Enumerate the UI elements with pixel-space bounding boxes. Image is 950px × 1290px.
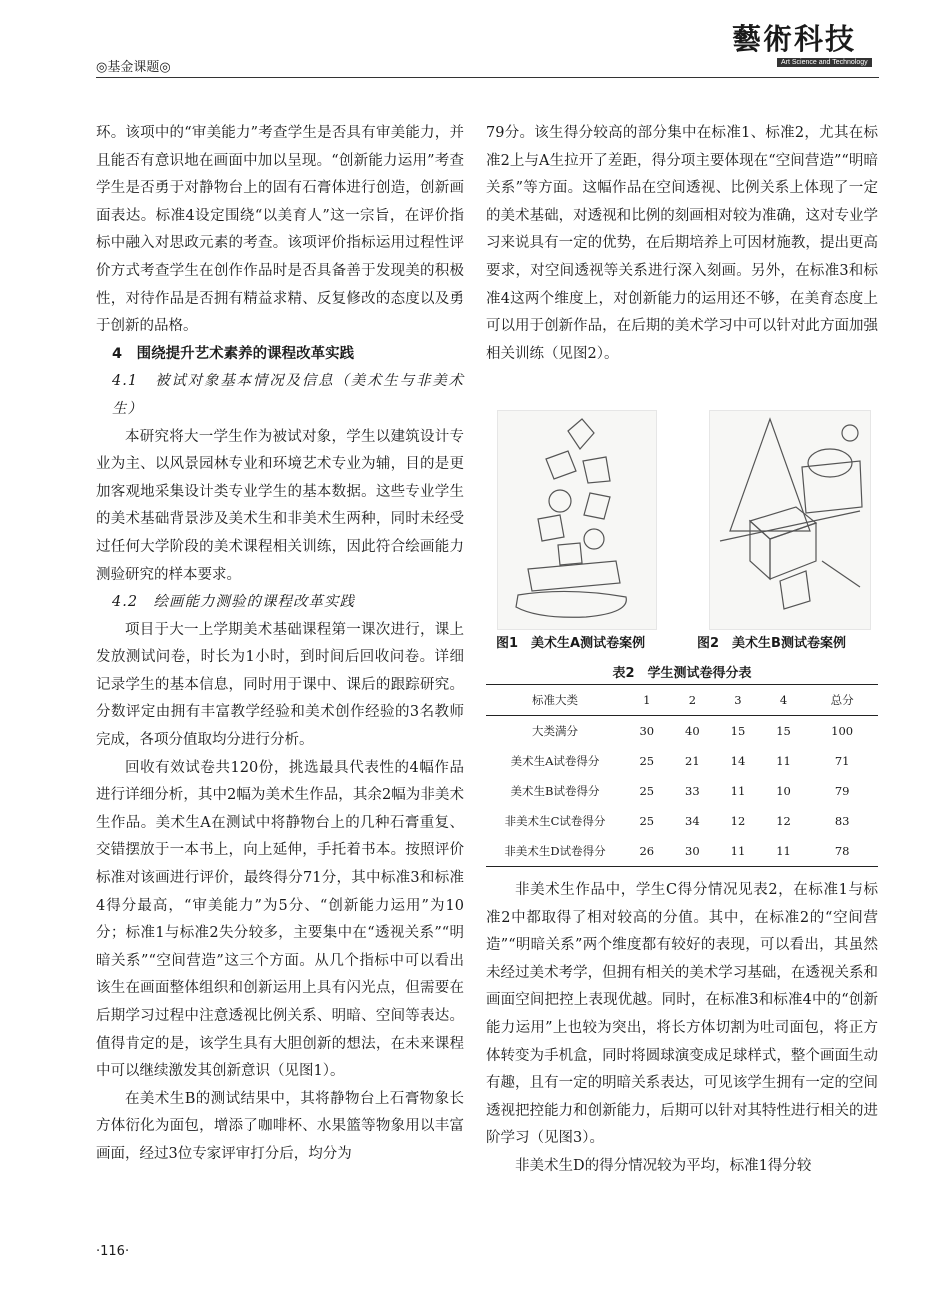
figures	[497, 410, 869, 632]
paragraph: 非美术生作品中，学生C得分情况见表2，在标准1与标准2中都取得了相对较高的分值。其中，在标准2的“空间营造”“明暗关系”两个维度都有较好的表现，可以看出，其虽然未经过美术考学，但拥有相关的美术学习基础，在透视关系和画面空间把控上表现优越。同时，在标准3和标准4中的“创新能力运用”上也较为突出，将长方体切割为吐司面包，将正方体转变为手机盒，同时将圆球演变成足球样式，整个画面生动有趣，且有一定的明暗关系表达，可见该学生拥有一定的空间透视把控能力和创新能力，后期可以针对其特性进行相关的进阶学习（见图3）。	[486, 882, 878, 1147]
right-column-lower	[486, 877, 878, 1181]
paragraph: 79分。该生得分较高的部分集中在标准1、标准2，尤其在标准2上与A生拉开了差距，得分项主要体现在“空间营造”“明暗关系”等方面。这幅作品在空间透视、比例关系上体现了一定的美术基础，对透视和比例的刻画相对较为准确，这对专业学习来说具有一定的优势，在后期培养上可因材施教，提出更高要求，对空间透视等关系进行深入刻画。另外，在标准3和标准4这两个维度上，对创新能力的运用还不够，在美育态度上可以用于创新作品，在后期的美术学习中可以针对此方面加强相关训练（见图2）。	[486, 125, 878, 362]
figure-1-caption: 图1 美术生A测试卷案例	[496, 636, 646, 651]
table-row	[486, 776, 878, 806]
score-table	[486, 684, 878, 867]
table-cell: 100	[831, 724, 854, 738]
figure-2-sketch	[709, 410, 871, 630]
table-title: 表2 学生测试卷得分表	[612, 666, 752, 681]
figure-1-sketch	[497, 410, 657, 630]
journal-logo-cn: 藝術科技	[732, 22, 857, 56]
table-cell: 78	[834, 844, 850, 858]
table-row	[486, 746, 878, 776]
table-cell: 12	[776, 814, 791, 828]
table-cell: 11	[730, 784, 746, 798]
table-cell: 71	[834, 754, 850, 768]
table-cell: 33	[685, 784, 700, 798]
table-cell: 15	[776, 724, 791, 738]
table-cell: 25	[639, 754, 655, 768]
table-cell: 12	[730, 814, 746, 828]
table-cell: 15	[730, 724, 746, 738]
table-cell: 21	[685, 754, 700, 768]
table-cell: 26	[639, 844, 655, 858]
table-cell: 11	[776, 844, 791, 858]
table-cell: 10	[776, 784, 791, 798]
table-cell: 非美术生D试卷得分	[504, 844, 606, 858]
table-cell: 非美术生C试卷得分	[504, 814, 606, 828]
subsection-heading: 4.1 被试对象基本情况及信息（美术生与非美术生）	[112, 373, 464, 417]
right-column	[486, 120, 878, 368]
column-header: 2	[688, 693, 697, 707]
table-cell: 83	[834, 814, 850, 828]
subsection-heading: 4.2 绘画能力测验的课程改革实践	[112, 594, 356, 611]
table-cell: 30	[639, 724, 655, 738]
column-header: 标准大类	[532, 693, 578, 707]
column-header: 3	[734, 693, 742, 707]
table-cell: 11	[730, 844, 746, 858]
paragraph: 项目于大一上学期美术基础课程第一课次进行，课上发放测试问卷，时长为1小时，到时间后回收问卷。详细记录学生的基本信息，同时用于课中、课后的跟踪研究。分数评定由拥有丰富教学经验和美术创作经验的3名教师完成，各项分值取均分进行分析。	[96, 621, 464, 749]
paragraph: 环。该项中的“审美能力”考查学生是否具有审美能力，并且能否有意识地在画面中加以呈现。“创新能力运用”考查学生是否勇于对静物台上的固有石膏体进行创造，创新画面表达。标准4设定围绕“以美育人”这一宗旨，在评价指标中融入对思政元素的考查。该项评价指标运用过程性评价方式考查学生在创作作品时是否具备善于发现美的积极性，对待作品是否拥有精益求精、反复修改的态度以及勇于创新的品格。	[96, 125, 464, 335]
paragraph: 回收有效试卷共120份，挑选最具代表性的4幅作品进行详细分析，其中2幅为美术生作品，其余2幅为非美术生作品。美术生A在测试中将静物台上的几种石膏重复、交错摆放于一本书上，向上延伸，手托着书本。按照评价标准对该画进行评价，最终得分71分，其中标准3和标准4得分最高，“审美能力”为5分、“创新能力运用”为10分；标准1与标准2失分较多，主要集中在“透视关系”“明暗关系”“空间营造”这三个方面。从几个指标中可以看出该生在画面整体组织和创新运用上具有闪光点，但需要在后期学习过程中注意透视比例关系、明暗、空间等表达。值得肯定的是，该学生具有大胆创新的想法，在未来课程中可以继续激发其创新意识（见图1）。	[96, 759, 464, 1080]
table-header-row	[486, 685, 878, 716]
table-row	[486, 716, 878, 747]
table-row	[486, 806, 878, 836]
table-cell: 14	[730, 754, 746, 768]
table-cell: 美术生A试卷得分	[510, 754, 600, 768]
left-column	[96, 120, 464, 1169]
section-heading: 4 围绕提升艺术素养的课程改革实践	[112, 345, 355, 362]
table-cell: 25	[639, 784, 655, 798]
table-cell: 11	[776, 754, 791, 768]
paragraph: 本研究将大一学生作为被试对象，学生以建筑设计专业为主、以风景园林专业和环境艺术专业为辅，目的是更加客观地采集设计类专业学生的基本数据。这些专业学生的美术基础背景涉及美术生和非美术生两种，同时未经受过任何大学阶段的美术课程相关训练，因此符合绘画能力测验研究的样本要求。	[96, 428, 464, 583]
journal-logo	[732, 22, 882, 74]
header-divider	[96, 77, 879, 78]
section-label: ◎基金课题◎	[96, 60, 171, 75]
journal-logo-en: Art Science and Technology	[777, 58, 872, 67]
paragraph: 非美术生D的得分情况较为平均，标准1得分较	[515, 1157, 812, 1174]
table-cell: 34	[685, 814, 700, 828]
table-cell: 美术生B试卷得分	[510, 784, 600, 798]
column-header: 1	[643, 693, 651, 707]
column-header: 4	[779, 693, 788, 707]
paragraph: 在美术生B的测试结果中，其将静物台上石膏物象长方体衍化为面包，增添了咖啡杯、水果篮等物象用以丰富画面，经过3位专家评审打分后，均分为	[96, 1090, 464, 1162]
table-cell: 大类满分	[532, 724, 578, 738]
table-cell: 30	[685, 844, 700, 858]
column-header: 总分	[830, 693, 854, 707]
table-row	[486, 836, 878, 867]
table-cell: 40	[685, 724, 700, 738]
table-cell: 25	[639, 814, 655, 828]
table-cell: 79	[834, 784, 850, 798]
page-number: ·116·	[96, 1244, 130, 1259]
figure-2-caption: 图2 美术生B测试卷案例	[697, 636, 846, 651]
